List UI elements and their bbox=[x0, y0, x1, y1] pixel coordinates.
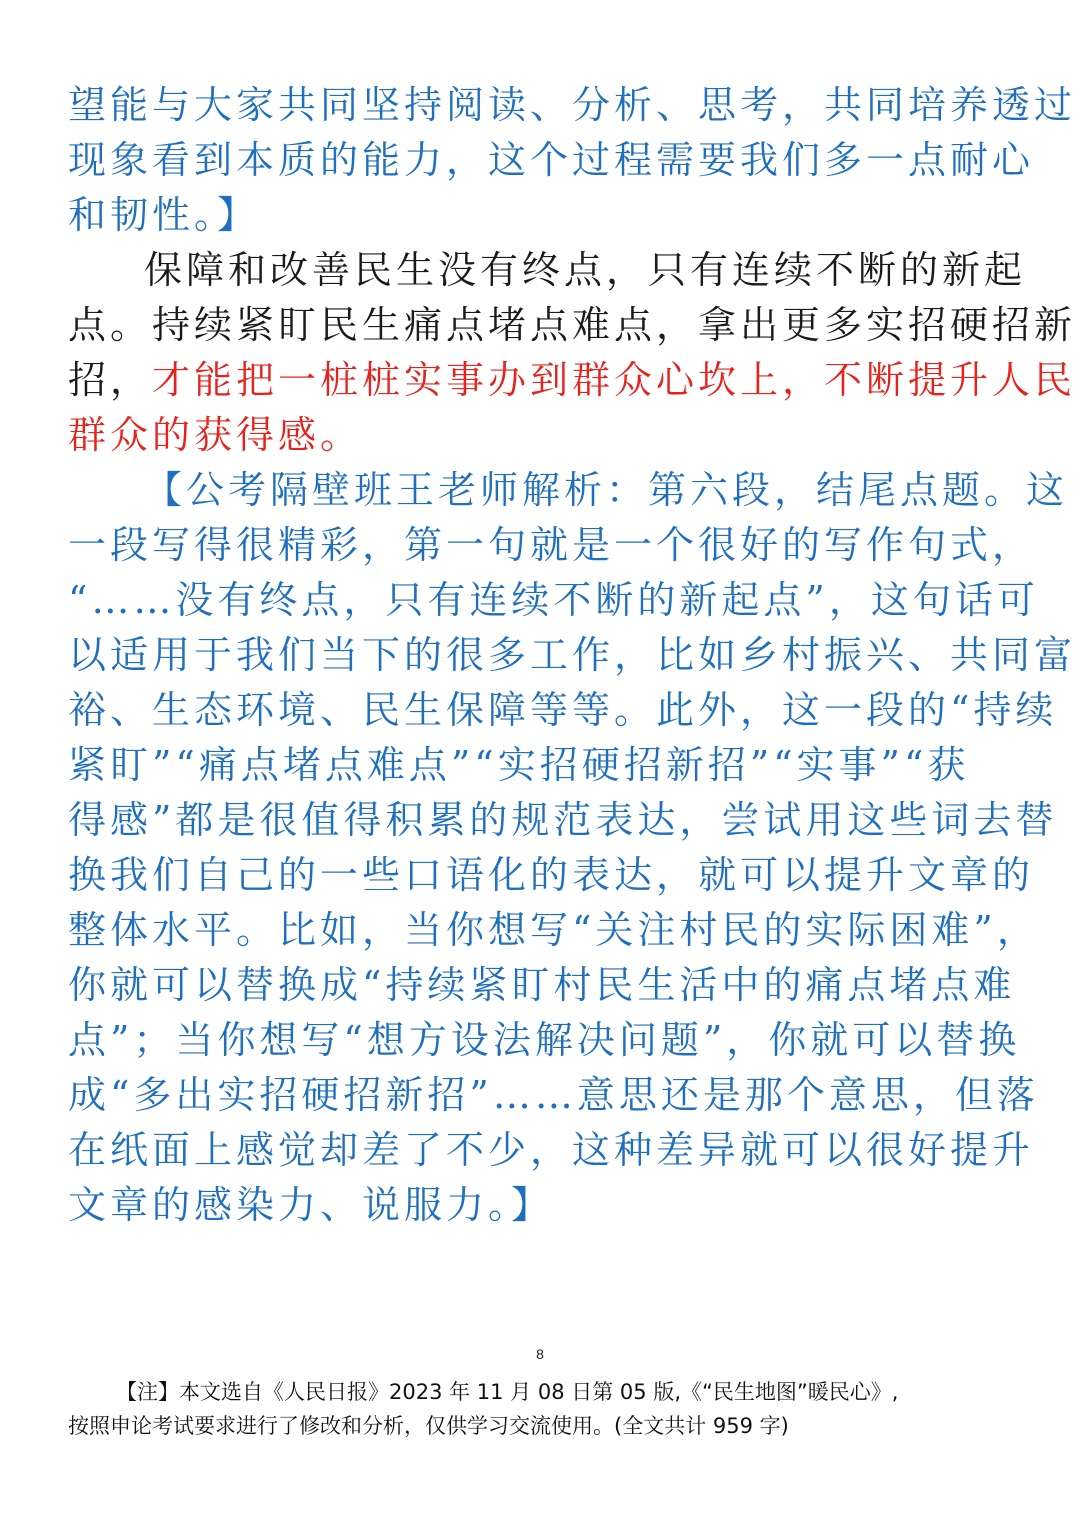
text-line bbox=[68, 298, 1077, 353]
article-text: 点。持续紧盯民生痛点堵点难点，拿出更多实招硬招新 bbox=[68, 303, 1077, 347]
text-line bbox=[68, 958, 1018, 1013]
commentary-text: 得感”都是很值得积累的规范表达，尝试用这些词去替 bbox=[68, 798, 1058, 842]
commentary-text: 和韧性。】 bbox=[68, 193, 260, 237]
text-line bbox=[68, 133, 1035, 188]
commentary-text: 点”；当你想写“想方设法解决问题”，你就可以替换 bbox=[68, 1018, 1021, 1062]
source-note-line-1: 【注】本文选自《人民日报》2023 年 11 月 08 日第 05 版,《“民生地图”暖民心》, bbox=[116, 1380, 899, 1404]
commentary-text: “……没有终点，只有连续不断的新起点”，这句话可 bbox=[68, 578, 1039, 622]
source-note bbox=[68, 1375, 1028, 1443]
text-line bbox=[68, 353, 1077, 408]
highlighted-text: 群众的获得感。 bbox=[68, 413, 363, 457]
commentary-text: 以适用于我们当下的很多工作，比如乡村振兴、共同富 bbox=[68, 633, 1077, 677]
text-line bbox=[68, 1068, 1039, 1123]
source-note-line-2: 按照申论考试要求进行了修改和分析，仅供学习交流使用。(全文共计 959 字) bbox=[68, 1414, 789, 1438]
text-line bbox=[68, 848, 1035, 903]
commentary-text: 【公考隔壁班王老师解析：第六段，结尾点题。这 bbox=[144, 468, 1069, 512]
text-line bbox=[68, 408, 1018, 463]
text-line bbox=[68, 463, 1069, 518]
text-line bbox=[68, 793, 1058, 848]
text-line bbox=[68, 518, 1035, 573]
text-line bbox=[68, 1178, 1018, 1233]
commentary-text: 裕、生态环境、民生保障等等。此外，这一段的“持续 bbox=[68, 688, 1058, 732]
text-line bbox=[68, 738, 1018, 793]
highlighted-text: 才能把一桩桩实事办到群众心坎上，不断提升人民 bbox=[152, 358, 1077, 402]
text-line bbox=[68, 1123, 1035, 1178]
text-line bbox=[68, 1013, 1021, 1068]
commentary-text: 在纸面上感觉却差了不少，这种差异就可以很好提升 bbox=[68, 1128, 1035, 1172]
commentary-text: 整体水平。比如，当你想写“关注村民的实际困难”， bbox=[68, 908, 1039, 952]
text-line bbox=[68, 78, 1077, 133]
text-line bbox=[68, 573, 1039, 628]
commentary-text: 成“多出实招硬招新招”……意思还是那个意思，但落 bbox=[68, 1073, 1039, 1117]
commentary-text: 文章的感染力、说服力。】 bbox=[68, 1183, 554, 1227]
text-line bbox=[68, 628, 1077, 683]
commentary-text: 现象看到本质的能力，这个过程需要我们多一点耐心 bbox=[68, 138, 1035, 182]
article-text: 招， bbox=[68, 358, 153, 402]
text-line bbox=[68, 243, 1027, 298]
commentary-text: 一段写得很精彩，第一句就是一个很好的写作句式， bbox=[68, 523, 1035, 567]
text-line bbox=[68, 683, 1058, 738]
article-text: 保障和改善民生没有终点，只有连续不断的新起 bbox=[144, 248, 1027, 292]
page-number: 8 bbox=[536, 1346, 544, 1362]
commentary-text: 你就可以替换成“持续紧盯村民生活中的痛点堵点难 bbox=[68, 963, 1016, 1007]
text-line bbox=[68, 188, 1018, 243]
commentary-text: 紧盯”“痛点堵点难点”“实招硬招新招”“实事”“获 bbox=[68, 743, 970, 787]
commentary-text: 换我们自己的一些口语化的表达，就可以提升文章的 bbox=[68, 853, 1035, 897]
text-line bbox=[68, 903, 1039, 958]
body-text bbox=[68, 78, 1077, 1233]
commentary-text: 望能与大家共同坚持阅读、分析、思考，共同培养透过 bbox=[68, 83, 1077, 127]
